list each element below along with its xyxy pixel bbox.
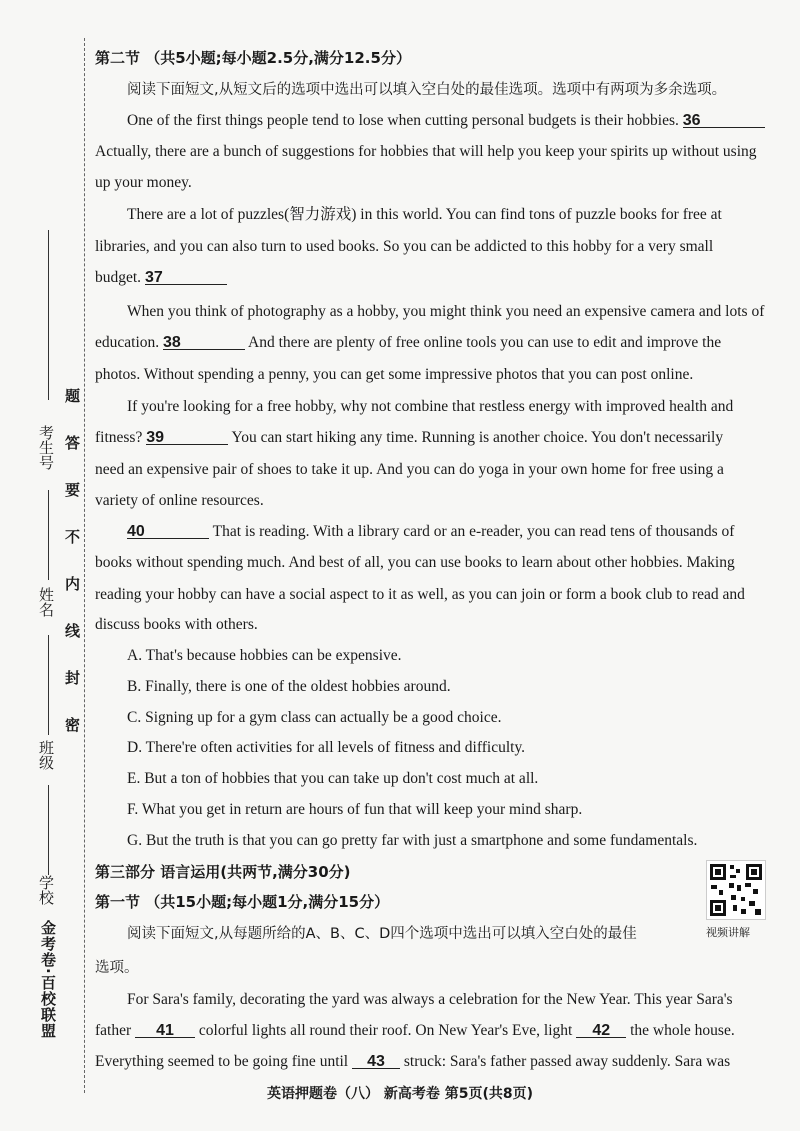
option-a: A. That's because hobbies can be expensive.: [127, 647, 402, 664]
seal-char: 封: [63, 670, 81, 685]
passage-line: For Sara's family, decorating the yard was always a celebration for the New Year. This year Sara's: [127, 991, 733, 1008]
passage-line: books without spending much. And best of all, you can use books to learn about other hobbies. Making: [95, 554, 735, 571]
part-instruction: 阅读下面短文,从每题所给的A、B、C、D四个选项中选出可以填入空白处的最佳: [127, 926, 637, 942]
section-instruction: 阅读下面短文,从短文后的选项中选出可以填入空白处的最佳选项。选项中有两项为多余选项。: [127, 82, 727, 98]
blank-41: 41: [135, 1021, 195, 1038]
option-b: B. Finally, there is one of the oldest hobbies around.: [127, 678, 451, 695]
passage-line: fitness? 39 You can start hiking any time. Running is another choice. You don't necessarily: [95, 429, 724, 446]
school-line: [48, 785, 49, 875]
option-d: D. There're often activities for all levels of fitness and difficulty.: [127, 739, 526, 756]
passage-line: There are a lot of puzzles(智力游戏) in this world. You can find tons of puzzle books for free at: [127, 206, 722, 223]
qr-code-icon[interactable]: [706, 860, 766, 920]
option-f: F. What you get in return are hours of fun that will keep your mind sharp.: [127, 801, 583, 818]
passage-line: libraries, and you can also turn to used books. So you can be addicted to this hobby for a very small: [95, 238, 714, 255]
passage-line: discuss books with others.: [95, 616, 258, 633]
video-explanation-label: 视频讲解: [706, 926, 750, 939]
part-heading: 第三部分 语言运用(共两节,满分30分): [95, 863, 351, 881]
seal-char: 答: [63, 435, 81, 450]
seal-char: 线: [63, 623, 81, 638]
option-g: G. But the truth is that you can go pretty far with just a smartphone and some fundamentals.: [127, 832, 698, 849]
blank-38: 38: [163, 333, 245, 350]
passage-line: photos. Without spending a penny, you can get some impressive photos that you can post online.: [95, 366, 694, 383]
blank-36: 36: [683, 111, 765, 128]
option-c: C. Signing up for a gym class can actually be a good choice.: [127, 709, 502, 726]
passage-line: father 41 colorful lights all round their roof. On New Year's Eve, light 42 the whole house.: [95, 1022, 735, 1039]
part-instruction-cont: 选项。: [95, 960, 139, 976]
blank-43: 43: [352, 1052, 400, 1069]
passage-line: When you think of photography as a hobby, you might think you need an expensive camera and lots of: [127, 303, 765, 320]
passage-line: 40 That is reading. With a library card or an e-reader, you can read tens of thousands of: [127, 523, 735, 540]
passage-line: variety of online resources.: [95, 492, 264, 509]
passage-line: reading your hobby can have a social aspect to it as well, as you can join or form a book club to read and: [95, 586, 745, 603]
seal-char: 密: [63, 717, 81, 732]
page-footer: 英语押题卷（八） 新高考卷 第5页(共8页): [266, 1086, 534, 1102]
exam-number-line: [48, 230, 49, 400]
blank-37: 37: [145, 268, 227, 285]
option-e: E. But a ton of hobbies that you can take up don't cost much at all.: [127, 770, 539, 787]
school-label: 学校: [37, 875, 55, 905]
class-label: 班级: [37, 740, 55, 770]
passage-line: budget. 37: [95, 268, 227, 288]
name-label: 姓名: [37, 587, 55, 617]
seal-char: 内: [63, 576, 81, 591]
section-heading: 第二节 （共5小题;每小题2.5分,满分12.5分）: [95, 49, 411, 67]
passage-line: up your money.: [95, 174, 192, 191]
passage-line: Actually, there are a bunch of suggestions for hobbies that will help you keep your spirits up without using: [95, 143, 757, 160]
seal-char: 要: [63, 482, 81, 497]
passage-line: If you're looking for a free hobby, why not combine that restless energy with improved health and: [127, 398, 734, 415]
class-line: [48, 635, 49, 735]
blank-40: 40: [127, 522, 209, 539]
exam-number-label: 考生号: [37, 425, 55, 470]
passage-line: education. 38 And there are plenty of free online tools you can use to edit and improve the: [95, 334, 722, 351]
seal-char: 题: [63, 388, 81, 403]
passage-line: Everything seemed to be going fine until 43 struck: Sara's father passed away suddenly. Sara was: [95, 1053, 731, 1070]
seal-char: 不: [63, 529, 81, 544]
blank-42: 42: [576, 1021, 626, 1038]
passage-line: need an expensive pair of shoes to take it up. And you can do yoga in your own home for free using a: [95, 461, 724, 478]
brand-logo: 金考卷·百校联盟: [39, 920, 57, 1039]
passage-line: One of the first things people tend to lose when cutting personal budgets is their hobbies. 36: [127, 111, 765, 131]
blank-39: 39: [146, 428, 228, 445]
binding-line: [84, 38, 85, 1093]
name-line: [48, 490, 49, 580]
subsection-heading: 第一节 （共15小题;每小题1分,满分15分）: [95, 893, 390, 911]
